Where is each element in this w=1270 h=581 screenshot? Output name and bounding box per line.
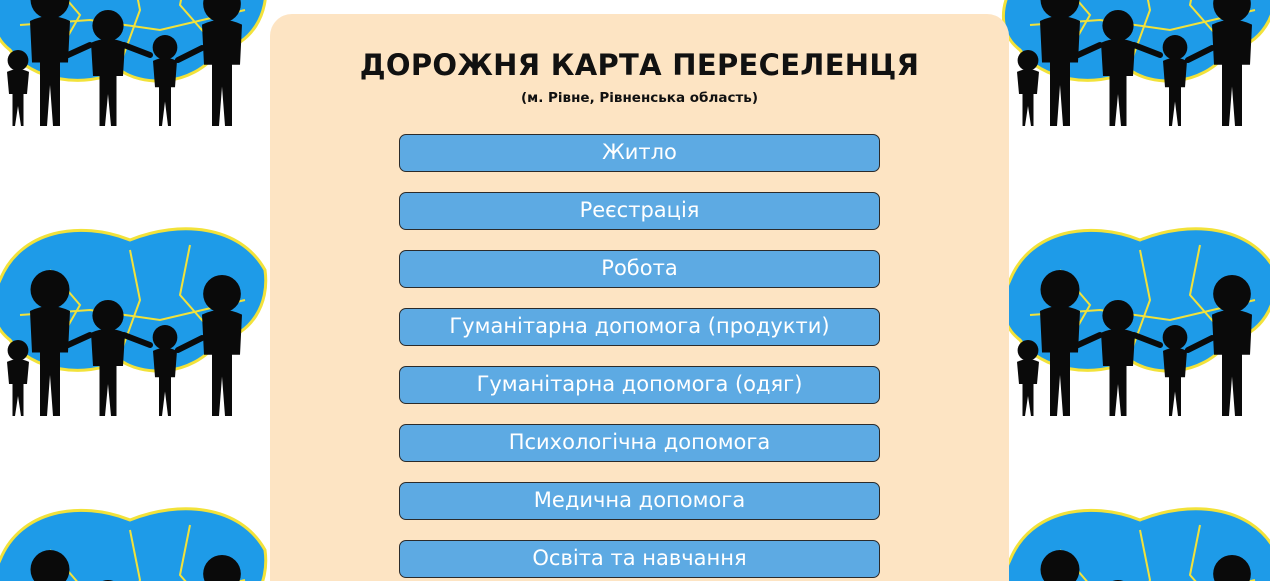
family-map-illustration — [1000, 0, 1270, 130]
page-subtitle: (м. Рівне, Рівненська область) — [520, 90, 759, 106]
menu-button-humanitarian-clothes[interactable]: Гуманітарна допомога (одяг) — [399, 366, 880, 404]
category-menu — [399, 134, 880, 581]
menu-button-medical-help[interactable]: Медична допомога — [399, 482, 880, 520]
family-map-illustration — [0, 0, 270, 130]
menu-button-humanitarian-food[interactable]: Гуманітарна допомога (продукти) — [399, 308, 880, 346]
menu-button-housing[interactable]: Житло — [399, 134, 880, 172]
family-map-illustration — [1000, 130, 1270, 420]
page-title: ДОРОЖНЯ КАРТА ПЕРЕСЕЛЕНЦЯ — [359, 48, 920, 82]
menu-button-psychological-help[interactable]: Психологічна допомога — [399, 424, 880, 462]
menu-button-education[interactable]: Освіта та навчання — [399, 540, 880, 578]
family-map-illustration — [0, 130, 270, 420]
roadmap-card — [270, 14, 1009, 581]
family-map-illustration — [0, 410, 270, 581]
family-map-illustration — [1000, 410, 1270, 581]
menu-button-work[interactable]: Робота — [399, 250, 880, 288]
menu-button-registration[interactable]: Реєстрація — [399, 192, 880, 230]
